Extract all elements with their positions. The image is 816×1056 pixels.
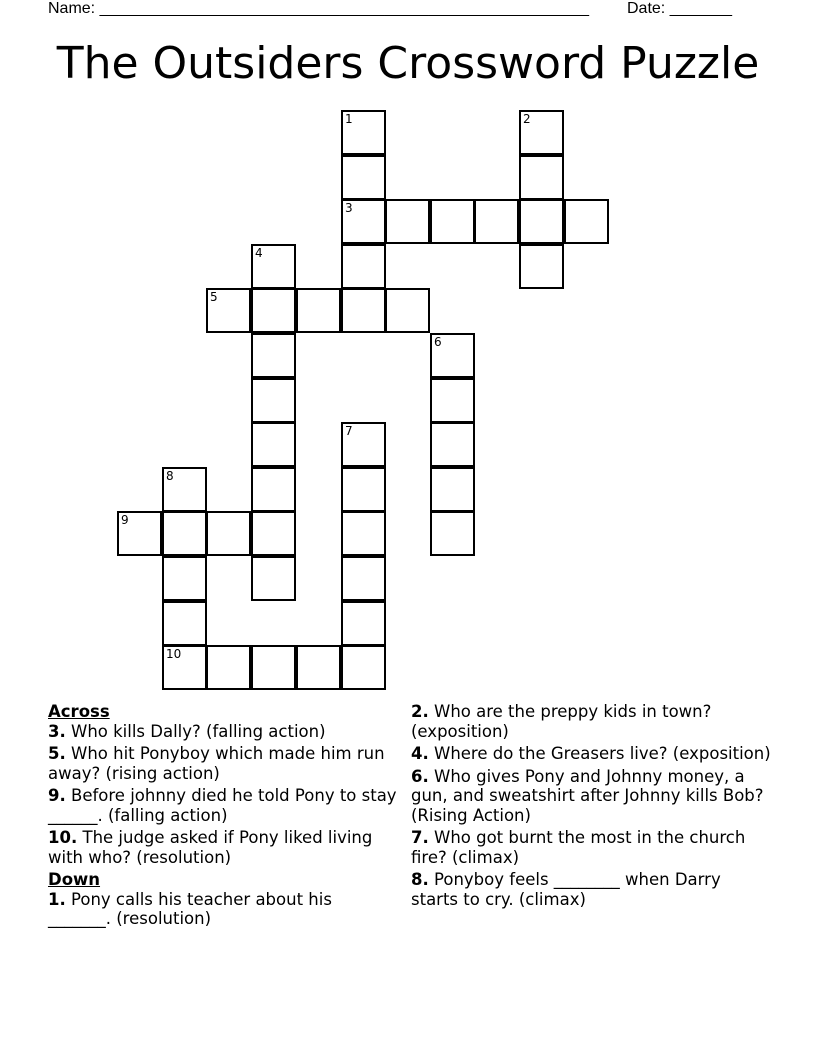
clue-number: 4. — [411, 744, 429, 763]
clue-number: 6 — [434, 335, 442, 349]
clue-number: 5. — [48, 744, 66, 763]
clue-text: Pony calls his teacher about his _______. (resolution) — [48, 889, 332, 928]
crossword-cell[interactable] — [519, 199, 564, 244]
crossword-cell[interactable] — [385, 288, 430, 333]
clue-text: Who kills Dally? (falling action) — [71, 721, 326, 741]
crossword-cell[interactable] — [251, 333, 296, 378]
clue-number: 3 — [345, 201, 353, 215]
crossword-cell[interactable] — [251, 556, 296, 601]
crossword-cell[interactable] — [162, 601, 207, 646]
clue-item — [48, 890, 398, 929]
crossword-cell[interactable] — [430, 333, 475, 378]
crossword-cell[interactable] — [206, 645, 251, 690]
clue-item — [48, 828, 398, 867]
clue-number: 1. — [48, 889, 66, 909]
clue-text: Who are the preppy kids in town? (exposition) — [411, 702, 712, 741]
clue-number: 10. — [48, 828, 78, 847]
clue-text: Who hit Ponyboy which made him run away? (rising action) — [48, 744, 385, 783]
crossword-cell[interactable] — [341, 244, 386, 289]
crossword-cell[interactable] — [519, 155, 564, 200]
crossword-cell[interactable] — [430, 378, 475, 423]
across-heading: Across — [48, 702, 110, 721]
crossword-cell[interactable] — [206, 288, 251, 333]
clue-item — [48, 722, 398, 742]
crossword-cell[interactable] — [430, 511, 475, 556]
crossword-cell[interactable] — [296, 288, 341, 333]
crossword-cell[interactable] — [341, 556, 386, 601]
clue-number: 1 — [345, 112, 353, 126]
clue-text: Where do the Greasers live? (exposition) — [434, 744, 771, 763]
crossword-cell[interactable] — [341, 288, 386, 333]
crossword-cell[interactable] — [519, 244, 564, 289]
crossword-cell[interactable] — [341, 467, 386, 512]
crossword-cell[interactable] — [430, 422, 475, 467]
crossword-cell[interactable] — [341, 511, 386, 556]
clue-number: 7. — [411, 828, 429, 847]
crossword-cell[interactable] — [430, 467, 475, 512]
crossword-cell[interactable] — [117, 511, 162, 556]
clue-item — [411, 870, 771, 909]
clue-text: The judge asked if Pony liked living with who? (resolution) — [48, 828, 373, 867]
crossword-cell[interactable] — [162, 645, 207, 690]
crossword-cell[interactable] — [474, 199, 519, 244]
crossword-cell[interactable] — [206, 511, 251, 556]
clue-number: 9 — [121, 513, 129, 527]
clue-number: 5 — [210, 290, 218, 304]
clue-item — [48, 744, 398, 783]
crossword-cell[interactable] — [162, 556, 207, 601]
crossword-cell[interactable] — [251, 467, 296, 512]
crossword-cell[interactable] — [251, 645, 296, 690]
crossword-cell[interactable] — [162, 467, 207, 512]
crossword-cell[interactable] — [341, 155, 386, 200]
crossword-cell[interactable] — [341, 601, 386, 646]
clue-text: Who gives Pony and Johnny money, a gun, and sweatshirt after Johnny kills Bob? (Rising Action) — [411, 766, 764, 825]
clue-number: 4 — [255, 246, 263, 260]
crossword-cell[interactable] — [519, 110, 564, 155]
name-field-label[interactable]: Name: _______________________________________________________ — [48, 0, 589, 17]
crossword-cell[interactable] — [341, 645, 386, 690]
clues-column-left — [48, 702, 398, 932]
date-field-label[interactable]: Date: _______ — [627, 0, 732, 17]
clue-number: 8. — [411, 870, 429, 889]
clue-number: 7 — [345, 424, 353, 438]
down-heading: Down — [48, 870, 101, 889]
clue-number: 2. — [411, 702, 429, 721]
crossword-cell[interactable] — [341, 199, 386, 244]
crossword-cell[interactable] — [430, 199, 475, 244]
clue-item — [48, 786, 398, 825]
page-title: The Outsiders Crossword Puzzle — [56, 38, 760, 89]
clue-item — [411, 744, 771, 764]
crossword-cell[interactable] — [251, 378, 296, 423]
clues-column-right — [411, 702, 771, 912]
clue-number: 3. — [48, 721, 66, 741]
clue-number: 8 — [166, 469, 174, 483]
clue-number: 9. — [48, 786, 66, 805]
clue-text: Who got burnt the most in the church fire? (climax) — [411, 828, 746, 867]
clue-number: 10 — [166, 647, 182, 661]
clue-number: 2 — [523, 112, 531, 126]
crossword-cell[interactable] — [341, 110, 386, 155]
clue-item — [411, 828, 771, 867]
crossword-cell[interactable] — [341, 422, 386, 467]
crossword-cell[interactable] — [251, 511, 296, 556]
crossword-cell[interactable] — [251, 422, 296, 467]
crossword-cell[interactable] — [251, 288, 296, 333]
clue-number: 6. — [411, 766, 429, 786]
crossword-cell[interactable] — [564, 199, 609, 244]
clue-item — [411, 767, 771, 826]
crossword-cell[interactable] — [296, 645, 341, 690]
crossword-cell[interactable] — [385, 199, 430, 244]
crossword-cell[interactable] — [251, 244, 296, 289]
clue-item — [411, 702, 771, 741]
crossword-cell[interactable] — [162, 511, 207, 556]
clue-text: Before johnny died he told Pony to stay ______. (falling action) — [48, 786, 397, 825]
clue-text: Ponyboy feels ________ when Darry starts to cry. (climax) — [411, 870, 721, 909]
